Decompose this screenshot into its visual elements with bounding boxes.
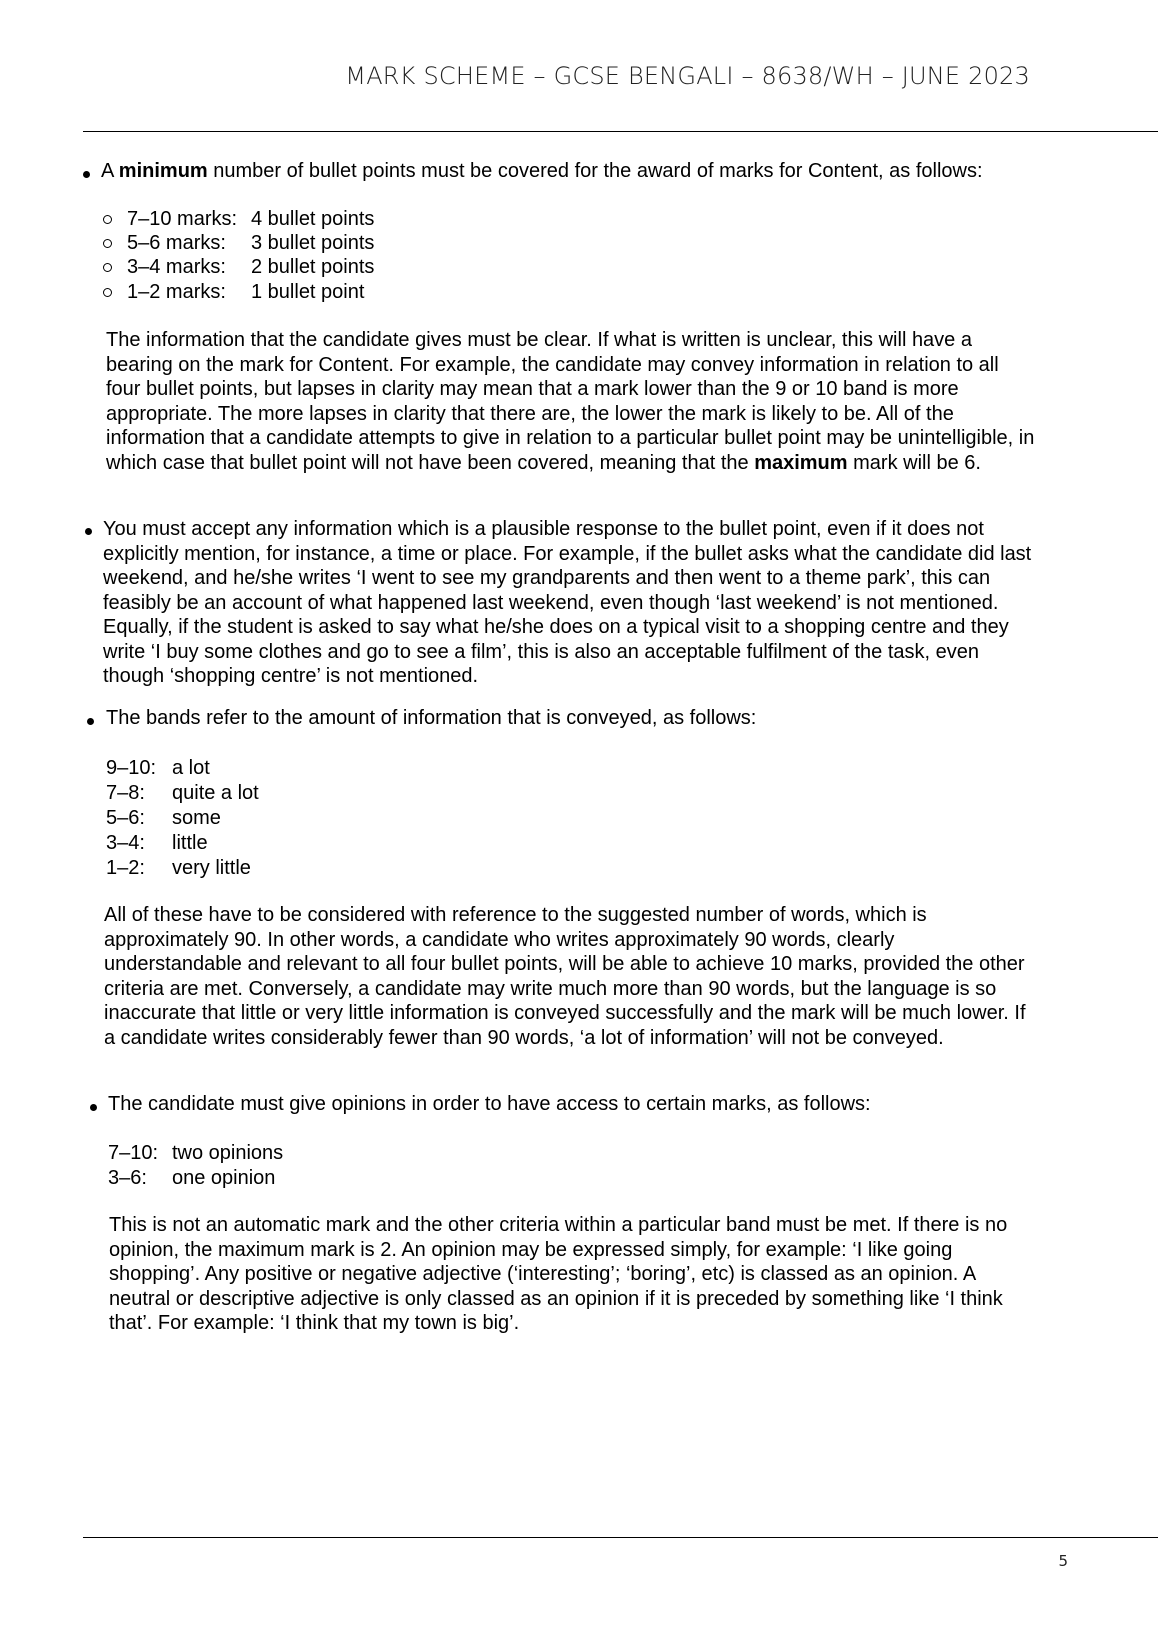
sub-bullet-icon (103, 263, 112, 272)
page-number: 5 (1058, 1552, 1068, 1570)
bullet1-paragraph: The information that the candidate gives must be clear. If what is written is unclear, this will have a bearing on the mark for Content. For example, the candidate may convey information in relation to all four bullet points, but lapses in clarity may mean that a mark lower than the 9 or 10 band is more appropriate. The more lapses in clarity that there are, the lower the mark is likely to be. All of the information that a candidate attempts to give in relation to a particular bullet point may be unintelligible, in which case that bullet point will not have been covered, meaning that the maximum mark will be 6. (106, 329, 1035, 474)
bullet4-paragraph: This is not an automatic mark and the other criteria within a particular band must be met. If there is no opinion, the maximum mark is 2. An opinion may be expressed simply, for example: ‘I like going shopping’. Any positive or negative adjective (‘interesting’; ‘boring’, etc) is classed as an opinion. A neutral or descriptive adjective is only classed as an opinion if it is preceded by something like ‘I think that’. For example: ‘I think that my town is big’. (109, 1214, 1008, 1334)
band-range: 9–10: (106, 757, 157, 779)
footer-divider (83, 1537, 1158, 1538)
band-range: 5–6: (106, 807, 145, 829)
bullet-icon (85, 528, 92, 535)
band-range: 3–4: (106, 832, 145, 854)
band-range: 7–8: (106, 782, 145, 804)
bullet-icon (90, 1104, 97, 1111)
sub-bullet-icon (103, 215, 112, 224)
page-header: MARK SCHEME – GCSE BENGALI – 8638/WH – JUNE 2023 (345, 62, 1030, 90)
sub-item-points: 4 bullet points (251, 208, 375, 230)
opinion-label: one opinion (172, 1167, 276, 1189)
bullet1-intro: A minimum number of bullet points must be covered for the award of marks for Content, as follows: (101, 160, 983, 182)
band-label: some (172, 807, 221, 829)
bullet-icon (87, 718, 94, 725)
sub-item-points: 3 bullet points (251, 232, 375, 254)
opinion-label: two opinions (172, 1142, 284, 1164)
bullet-icon (83, 171, 90, 178)
sub-item-marks: 5–6 marks: (127, 232, 226, 254)
bullet2-paragraph: You must accept any information which is a plausible response to the bullet point, even if it does not explicitly mention, for instance, a time or place. For example, if the bullet asks what the candidate did last weekend, and he/she writes ‘I went to see my grandparents and then went to a theme park’, this can feasibly be an account of what happened last weekend, even though ‘last weekend’ is not mentioned. Equally, if the student is asked to say what he/she does on a typical visit to a shopping centre and they write ‘I buy some clothes and go to see a film’, this is also an acceptable fulfilment of the task, even though ‘shopping centre’ is not mentioned. (103, 518, 1032, 687)
sub-item-points: 2 bullet points (251, 256, 375, 278)
sub-bullet-icon (103, 239, 112, 248)
sub-item-points: 1 bullet point (251, 281, 365, 303)
sub-item-marks: 3–4 marks: (127, 256, 226, 278)
band-label: little (172, 832, 208, 854)
bullet3-paragraph: All of these have to be considered with reference to the suggested number of words, which is approximately 90. In other words, a candidate who writes approximately 90 words, clearly understandable and relevant to all four bullet points, will be able to achieve 10 marks, provided the other criteria are met. Conversely, a candidate may write much more than 90 words, but the language is so inaccurate that little or very little information is conveyed successfully and the mark will be much lower. If a candidate writes considerably fewer than 90 words, ‘a lot of information’ will not be conveyed. (104, 904, 1026, 1049)
band-range: 1–2: (106, 857, 145, 879)
header-divider (83, 131, 1158, 132)
band-label: quite a lot (172, 782, 259, 804)
bullet3-intro: The bands refer to the amount of information that is conveyed, as follows: (106, 707, 757, 729)
opinion-range: 7–10: (108, 1142, 159, 1164)
band-label: very little (172, 857, 251, 879)
sub-item-marks: 7–10 marks: (127, 208, 238, 230)
opinion-range: 3–6: (108, 1167, 147, 1189)
band-label: a lot (172, 757, 210, 779)
bullet4-intro: The candidate must give opinions in order to have access to certain marks, as follows: (108, 1093, 871, 1115)
sub-bullet-icon (103, 288, 112, 297)
sub-item-marks: 1–2 marks: (127, 281, 226, 303)
